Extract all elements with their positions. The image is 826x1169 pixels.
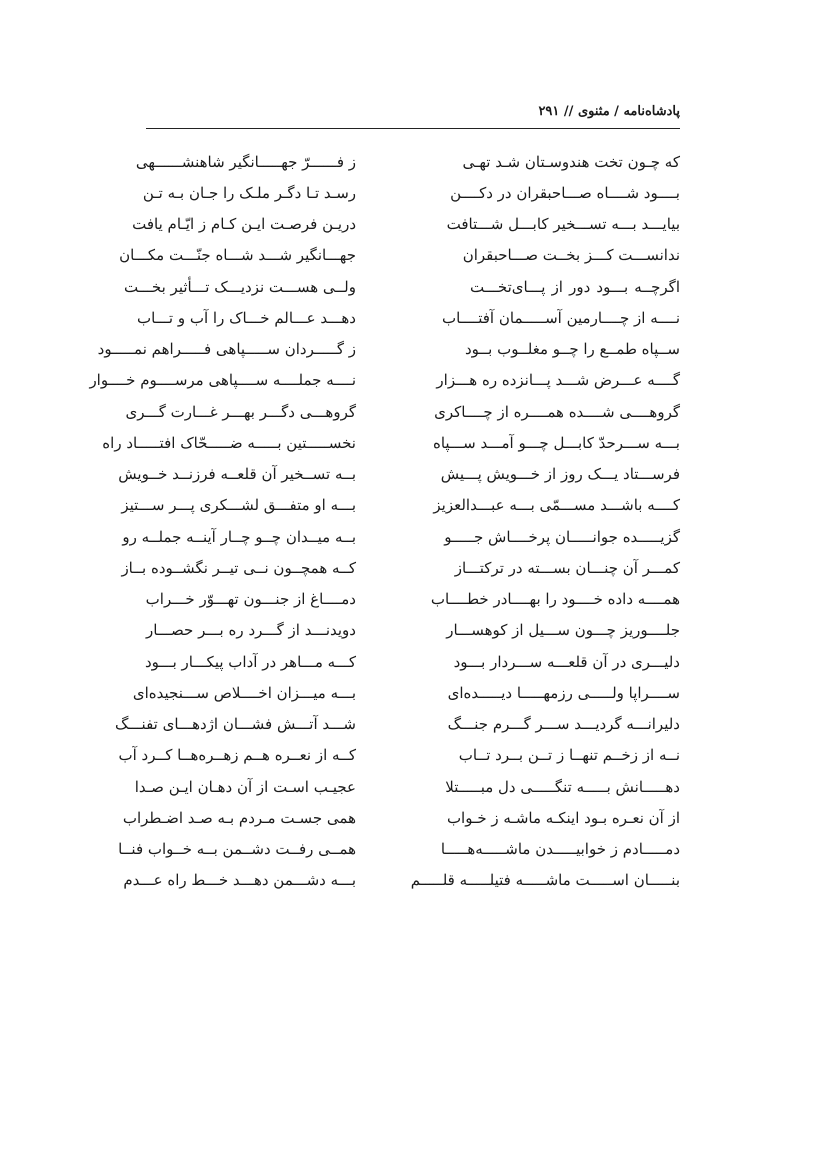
- right-hemistich: گروهــــی شــــده همــــره از چــــاکری: [434, 402, 680, 421]
- couplet: [124, 271, 680, 302]
- couplet: [123, 865, 680, 896]
- right-hemistich: گزیـــــده جوانـــــان پرخــــاش جـــــو: [444, 527, 680, 546]
- left-hemistich: کــه همچــون نــی تیــر نگشــوده بــاز: [121, 558, 356, 577]
- couplet: [102, 427, 680, 458]
- couplet: [135, 146, 680, 177]
- couplet: [137, 302, 680, 333]
- couplet: [97, 334, 680, 365]
- left-hemistich: کـــه مـــاهر در آداب پیکـــار بـــود: [144, 652, 356, 671]
- left-hemistich: ولــی هســـت نزدیـــک تـــأثیر بخـــت: [124, 277, 356, 296]
- right-hemistich: بـــه ســـرحدّ کابـــل چـــو آمـــد ســـپاه: [432, 433, 680, 452]
- left-hemistich: شـــد آتـــش فشـــان اژدهـــای تفنـــگ: [114, 715, 356, 734]
- couplet: [146, 615, 680, 646]
- poem-body: [89, 146, 680, 896]
- right-hemistich: همــــه داده خــــود را بهــــادر خطــــاب: [430, 590, 680, 609]
- right-hemistich: نــــه از چــــارمین آســـــمان آفتــــاب: [441, 308, 680, 327]
- right-hemistich: اگرچــه بـــود دور از پـــای‌تخـــت: [470, 277, 680, 296]
- couplet: [118, 740, 680, 771]
- couplet: [132, 209, 680, 240]
- left-hemistich: دهـــد عـــالم خـــاک را آب و تـــاب: [137, 308, 356, 327]
- right-hemistich: فرســـتاد یـــک روز از خـــویش پـــیش: [440, 465, 680, 484]
- left-hemistich: بـــه میـــزان اخــــلاص ســـنجیده‌ای: [132, 683, 356, 702]
- left-hemistich: عجیـب اسـت از آن دهـان ایـن صـدا: [134, 777, 356, 796]
- right-hemistich: که چـون تخت هندوسـتان شـد تهـی: [462, 152, 680, 171]
- couplet: [121, 552, 680, 583]
- left-hemistich: بـــه او متفـــق لشـــکری پـــر ســـتیز: [121, 496, 356, 515]
- left-hemistich: دریـن فرصـت ایـن کـام ز ایّـام یافت: [132, 215, 356, 234]
- left-hemistich: همی جسـت مـردم بـه صـد اضـطراب: [122, 808, 356, 827]
- right-hemistich: از آن نعـره بـود اینکـه ماشـه ز خـواب: [446, 808, 680, 827]
- right-hemistich: دهـــــانش بـــــه تنگـــــی دل مبـــــتلا: [445, 777, 680, 796]
- right-hemistich: گــــه عـــرض شـــد پـــانزده ره هـــزار: [436, 371, 680, 390]
- left-hemistich: بـــه دشـــمن دهـــد خـــط راه عـــدم: [123, 871, 356, 890]
- right-hemistich: ندانســـت کـــز بخــت صـــاحبقران: [462, 246, 680, 265]
- running-title: پادشاه‌نامه / مثنوی // ۲۹۱: [538, 104, 680, 119]
- right-hemistich: بیایـــد بـــه تســـخیر کابـــل شـــتافت: [446, 215, 680, 234]
- couplet: [89, 365, 680, 396]
- left-hemistich: گروهـــی دگـــر بهـــر غـــارت گـــری: [125, 402, 356, 421]
- left-hemistich: دمــــاغ از جنـــون تهـــوّر خـــراب: [145, 590, 356, 609]
- couplet: [142, 177, 680, 208]
- couplet: [146, 646, 680, 677]
- left-hemistich: بــه میــدان چــو چــار آینــه جملــه رو: [122, 527, 356, 546]
- right-hemistich: کمـــر آن چنـــان بســـته در ترکتـــاز: [454, 558, 680, 577]
- right-hemistich: دلیـــری در آن قلعـــه ســـردار بـــود: [453, 652, 680, 671]
- right-hemistich: بــــود شــــاه صـــاحبقران در دکــــن: [450, 183, 680, 202]
- left-hemistich: بــه تســخیر آن قلعــه فرزنــد خــویش: [118, 465, 356, 484]
- couplet: [119, 240, 680, 271]
- couplet: [125, 396, 680, 427]
- right-hemistich: نــه از زخــم تنهــا ز تــن بــرد تــاب: [458, 746, 680, 765]
- left-hemistich: ز فــــــرّ جهـــــانگیر شاهنشــــــهی: [135, 152, 356, 171]
- couplet: [146, 584, 680, 615]
- right-hemistich: ســپاه طمــع را چــو مغلــوب بــود: [464, 340, 680, 359]
- left-hemistich: دویدنـــد از گـــرد ره بـــر حصـــار: [146, 621, 356, 640]
- left-hemistich: کــه از نعــره هــم زهــره‌هــا کــرد آب: [118, 746, 356, 765]
- couplet: [132, 677, 680, 708]
- left-hemistich: نــــه جملــــه ســــپاهی مرســــوم خــــوار: [89, 371, 356, 390]
- right-hemistich: بنـــــان اســـــت ماشـــــه فتیلـــــه قلـــــم: [410, 871, 680, 890]
- left-hemistich: نخســـــتین بـــــه ضـــــحّاک افتـــــاد راه: [102, 433, 356, 452]
- couplet: [122, 802, 680, 833]
- right-hemistich: دمـــــادم ز خوابیـــــدن ماشـــــه‌هـــــا: [440, 840, 680, 859]
- left-hemistich: جهـــانگیر شـــد شـــاه جنّـــت مکـــان: [119, 246, 356, 265]
- left-hemistich: رسـد تـا دگـر ملـک را جـان بـه تـن: [142, 183, 356, 202]
- couplet: [118, 459, 680, 490]
- right-hemistich: کــــه باشـــد مســـمّی بـــه عبـــدالعزیز: [433, 496, 680, 515]
- right-hemistich: ســــراپا ولـــــی رزمهـــــا دیـــــده‌ای: [447, 683, 680, 702]
- couplet: [118, 834, 680, 865]
- right-hemistich: جلــــوریز چـــون ســـیل از کوهســـار: [446, 621, 680, 640]
- couplet: [122, 521, 680, 552]
- couplet: [114, 709, 680, 740]
- left-hemistich: ز گـــــردان ســـــپاهی فـــــراهم نمـــــود: [97, 340, 356, 359]
- running-header: [146, 100, 680, 129]
- right-hemistich: دلیرانـــه گردیـــد ســـر گـــرم جنـــگ: [447, 715, 680, 734]
- left-hemistich: همــی رفــت دشــمن بــه خــواب فنــا: [118, 840, 356, 859]
- couplet: [121, 490, 680, 521]
- couplet: [134, 771, 680, 802]
